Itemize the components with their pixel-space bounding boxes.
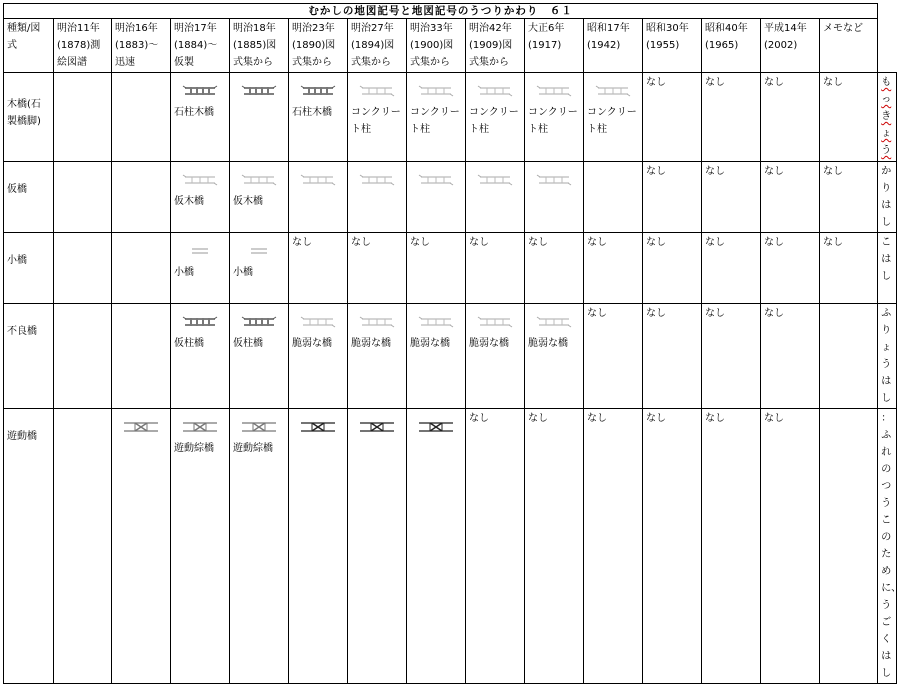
header-era: 明治17年	[174, 23, 217, 34]
stone-pier-bridge-icon	[183, 84, 217, 98]
symbol-cell	[230, 162, 289, 233]
symbol-cell	[348, 162, 407, 233]
symbol-cell	[525, 304, 584, 409]
cell-note: なし	[646, 77, 666, 88]
symbol-label: 脆弱な橋	[469, 338, 509, 349]
symbol-cell	[54, 304, 112, 409]
symbol-cell	[54, 233, 112, 304]
symbol-cell	[702, 162, 761, 233]
memo-text: ふりょうはし	[881, 308, 892, 404]
header-row	[4, 19, 897, 73]
symbol-cell	[820, 233, 878, 304]
cell-note: なし	[528, 237, 548, 248]
table-row	[4, 233, 897, 304]
symbol-cell	[643, 73, 702, 162]
cell-note: なし	[764, 308, 784, 319]
cell-note: なし	[823, 237, 843, 248]
bridge-icon	[537, 315, 571, 329]
symbol-cell	[702, 73, 761, 162]
table-row	[4, 73, 897, 162]
symbol-cell	[702, 409, 761, 684]
symbol-cell	[466, 162, 525, 233]
header-cell	[643, 19, 702, 73]
bridge-icon	[360, 173, 394, 187]
bridge-icon	[596, 84, 630, 98]
symbol-cell	[112, 233, 171, 304]
header-era: 明治18年	[233, 23, 276, 34]
cell-note: なし	[646, 413, 666, 424]
symbol-label: コンクリート柱	[587, 107, 637, 135]
cell-note: なし	[646, 166, 666, 177]
symbol-cell	[584, 73, 643, 162]
symbol-cell	[112, 73, 171, 162]
symbol-label: コンクリート柱	[351, 107, 401, 135]
symbol-cell	[112, 304, 171, 409]
cell-note: なし	[528, 413, 548, 424]
header-detail: (1890)図式集から	[292, 40, 336, 68]
symbol-cell	[702, 304, 761, 409]
header-detail: (1885)図式集から	[233, 40, 277, 68]
symbol-cell	[643, 409, 702, 684]
symbol-label: 小橋	[233, 267, 253, 278]
swing-bridge-icon	[360, 420, 394, 434]
symbol-cell	[820, 409, 878, 684]
header-cell	[584, 19, 643, 73]
symbol-cell	[407, 233, 466, 304]
header-cell	[171, 19, 230, 73]
symbol-cell	[407, 409, 466, 684]
symbol-cell	[643, 233, 702, 304]
bridge-icon	[478, 173, 512, 187]
symbol-label: 石柱木橋	[174, 107, 214, 118]
symbol-cell	[525, 409, 584, 684]
bridge-icon	[301, 173, 335, 187]
cell-note: なし	[764, 413, 784, 424]
stone-pier-bridge-icon	[242, 84, 276, 98]
symbol-cell	[466, 233, 525, 304]
row-type-cell	[4, 73, 54, 162]
row-type-label: 不良橋	[7, 326, 37, 337]
symbol-cell	[466, 409, 525, 684]
header-detail: (1909)図式集から	[469, 40, 513, 68]
cell-note: なし	[646, 237, 666, 248]
symbol-cell	[54, 73, 112, 162]
header-cell	[466, 19, 525, 73]
symbol-cell	[702, 233, 761, 304]
header-cell	[4, 19, 54, 73]
cell-note: なし	[823, 77, 843, 88]
bridge-icon	[537, 84, 571, 98]
header-cell	[289, 19, 348, 73]
header-detail: (1878)測絵図譜	[57, 40, 101, 68]
symbol-cell	[54, 409, 112, 684]
cell-note: なし	[705, 308, 725, 319]
symbol-cell	[289, 162, 348, 233]
bridge-icon	[360, 315, 394, 329]
symbol-label: コンクリート柱	[469, 107, 519, 135]
bridge-icon	[301, 315, 335, 329]
memo-cell	[878, 409, 901, 684]
header-era: 昭和17年	[587, 23, 630, 34]
cell-note: なし	[823, 166, 843, 177]
symbol-label: 石柱木橋	[292, 107, 332, 118]
bridge-icon	[360, 84, 394, 98]
symbol-cell	[230, 409, 289, 684]
cell-note: なし	[351, 237, 371, 248]
cell-note: なし	[705, 77, 725, 88]
row-type-label: 仮橋	[7, 184, 27, 195]
table-row	[4, 409, 897, 684]
cell-note: なし	[705, 166, 725, 177]
symbol-cell	[230, 304, 289, 409]
memo-cell	[878, 162, 897, 233]
symbol-cell	[289, 304, 348, 409]
symbol-cell	[525, 162, 584, 233]
symbol-cell	[466, 73, 525, 162]
symbol-cell	[54, 162, 112, 233]
swing-bridge-icon	[124, 420, 158, 434]
symbol-cell	[643, 304, 702, 409]
header-detail: (1884)〜仮製	[174, 40, 218, 68]
header-era: 明治27年	[351, 23, 394, 34]
table-row	[4, 162, 897, 233]
bridge-icon	[537, 173, 571, 187]
symbol-label: 脆弱な橋	[528, 338, 568, 349]
memo-text: こはし	[881, 237, 892, 282]
symbol-cell	[171, 304, 230, 409]
cell-note: なし	[764, 237, 784, 248]
symbol-cell	[584, 409, 643, 684]
symbol-label: コンクリート柱	[410, 107, 460, 135]
header-era: 明治42年	[469, 23, 512, 34]
symbol-cell	[348, 304, 407, 409]
header-detail: (1955)	[646, 40, 680, 51]
header-era: 大正6年	[528, 23, 565, 34]
memo-cell	[878, 304, 897, 409]
memo-cell	[878, 73, 897, 162]
memo-cell	[878, 233, 897, 304]
symbol-cell	[348, 73, 407, 162]
symbol-cell	[289, 409, 348, 684]
cell-note: なし	[292, 237, 312, 248]
cell-note: なし	[705, 413, 725, 424]
row-type-label: 遊動橋	[7, 431, 37, 442]
symbol-cell	[584, 162, 643, 233]
symbol-cell	[820, 162, 878, 233]
symbol-label: 脆弱な橋	[351, 338, 391, 349]
header-era: 明治33年	[410, 23, 453, 34]
swing-bridge-icon	[242, 420, 276, 434]
symbol-cell	[820, 73, 878, 162]
symbol-cell	[407, 162, 466, 233]
row-type-label: 木橋(石製橋脚)	[7, 99, 41, 127]
header-cell	[230, 19, 289, 73]
symbol-cell	[761, 304, 820, 409]
bridge-icon	[183, 173, 217, 187]
header-detail: (2002)	[764, 40, 798, 51]
symbol-cell	[289, 233, 348, 304]
symbol-cell	[525, 73, 584, 162]
small-bridge-icon	[249, 244, 269, 258]
header-detail: (1900)図式集から	[410, 40, 454, 68]
symbol-cell	[112, 409, 171, 684]
header-era: 昭和40年	[705, 23, 748, 34]
cell-note: なし	[587, 308, 607, 319]
header-detail: (1965)	[705, 40, 739, 51]
cell-note: なし	[764, 77, 784, 88]
cell-note: なし	[469, 413, 489, 424]
table-row	[4, 304, 897, 409]
swing-bridge-icon	[183, 420, 217, 434]
header-detail: (1942)	[587, 40, 621, 51]
symbol-cell	[171, 162, 230, 233]
header-cell	[761, 19, 820, 73]
symbol-cell	[348, 409, 407, 684]
bridge-icon	[419, 84, 453, 98]
symbol-label: 遊動綜橋	[233, 443, 273, 454]
bridge-icon	[478, 84, 512, 98]
symbol-cell	[230, 233, 289, 304]
bridge-icon	[419, 315, 453, 329]
header-cell	[348, 19, 407, 73]
symbol-label: コンクリート柱	[528, 107, 578, 135]
symbol-cell	[584, 304, 643, 409]
header-cell	[112, 19, 171, 73]
header-cell	[407, 19, 466, 73]
symbol-table	[3, 3, 901, 684]
symbol-cell	[171, 73, 230, 162]
table-body	[4, 73, 901, 684]
header-detail: (1883)〜迅速	[115, 40, 159, 68]
memo-text: もっきょう	[881, 77, 892, 156]
row-type-label: 小橋	[7, 255, 27, 266]
swing-bridge-icon	[419, 420, 453, 434]
swing-bridge-icon	[301, 420, 335, 434]
row-type-cell	[4, 233, 54, 304]
symbol-cell	[348, 233, 407, 304]
symbol-cell	[820, 304, 878, 409]
row-type-cell	[4, 409, 54, 684]
symbol-cell	[525, 233, 584, 304]
symbol-label: 脆弱な橋	[410, 338, 450, 349]
symbol-label: 小橋	[174, 267, 194, 278]
document-page	[3, 3, 901, 684]
stone-pier-bridge-icon	[183, 315, 217, 329]
bridge-icon	[419, 173, 453, 187]
cell-note: なし	[469, 237, 489, 248]
header-era: 明治16年	[115, 23, 158, 34]
header-era: 平成14年	[764, 23, 807, 34]
bridge-icon	[242, 173, 276, 187]
stone-pier-bridge-icon	[242, 315, 276, 329]
header-cell	[702, 19, 761, 73]
symbol-cell	[761, 73, 820, 162]
header-cell	[820, 19, 878, 73]
memo-text: ：ふれのつうこのために、うごくはし	[881, 413, 901, 679]
symbol-label: 仮木橋	[174, 196, 204, 207]
cell-note: なし	[410, 237, 430, 248]
symbol-cell	[761, 162, 820, 233]
symbol-cell	[761, 409, 820, 684]
symbol-cell	[407, 304, 466, 409]
header-era: 明治23年	[292, 23, 335, 34]
symbol-cell	[584, 233, 643, 304]
symbol-label: 仮木橋	[233, 196, 263, 207]
symbol-cell	[171, 409, 230, 684]
header-era: 種類/図式	[7, 23, 41, 51]
header-era: メモなど	[823, 23, 863, 34]
symbol-label: 仮柱橋	[233, 338, 263, 349]
symbol-cell	[761, 233, 820, 304]
table-title: むかしの地図記号と地図記号のうつりかわり ６１	[4, 4, 878, 19]
symbol-cell	[171, 233, 230, 304]
symbol-cell	[466, 304, 525, 409]
header-era: 明治11年	[57, 23, 100, 34]
header-cell	[54, 19, 112, 73]
symbol-cell	[112, 162, 171, 233]
symbol-label: 脆弱な橋	[292, 338, 332, 349]
cell-note: なし	[764, 166, 784, 177]
symbol-cell	[230, 73, 289, 162]
symbol-cell	[643, 162, 702, 233]
cell-note: なし	[587, 413, 607, 424]
cell-note: なし	[587, 237, 607, 248]
header-cell	[525, 19, 584, 73]
row-type-cell	[4, 162, 54, 233]
symbol-label: 仮柱橋	[174, 338, 204, 349]
header-detail: (1894)図式集から	[351, 40, 395, 68]
symbol-cell	[407, 73, 466, 162]
bridge-icon	[478, 315, 512, 329]
small-bridge-icon	[190, 244, 210, 258]
memo-text: かりはし	[881, 166, 892, 228]
stone-pier-bridge-icon	[301, 84, 335, 98]
header-detail: (1917)	[528, 40, 562, 51]
symbol-cell	[289, 73, 348, 162]
symbol-label: 遊動綜橋	[174, 443, 214, 454]
cell-note: なし	[646, 308, 666, 319]
cell-note: なし	[705, 237, 725, 248]
header-era: 昭和30年	[646, 23, 689, 34]
row-type-cell	[4, 304, 54, 409]
